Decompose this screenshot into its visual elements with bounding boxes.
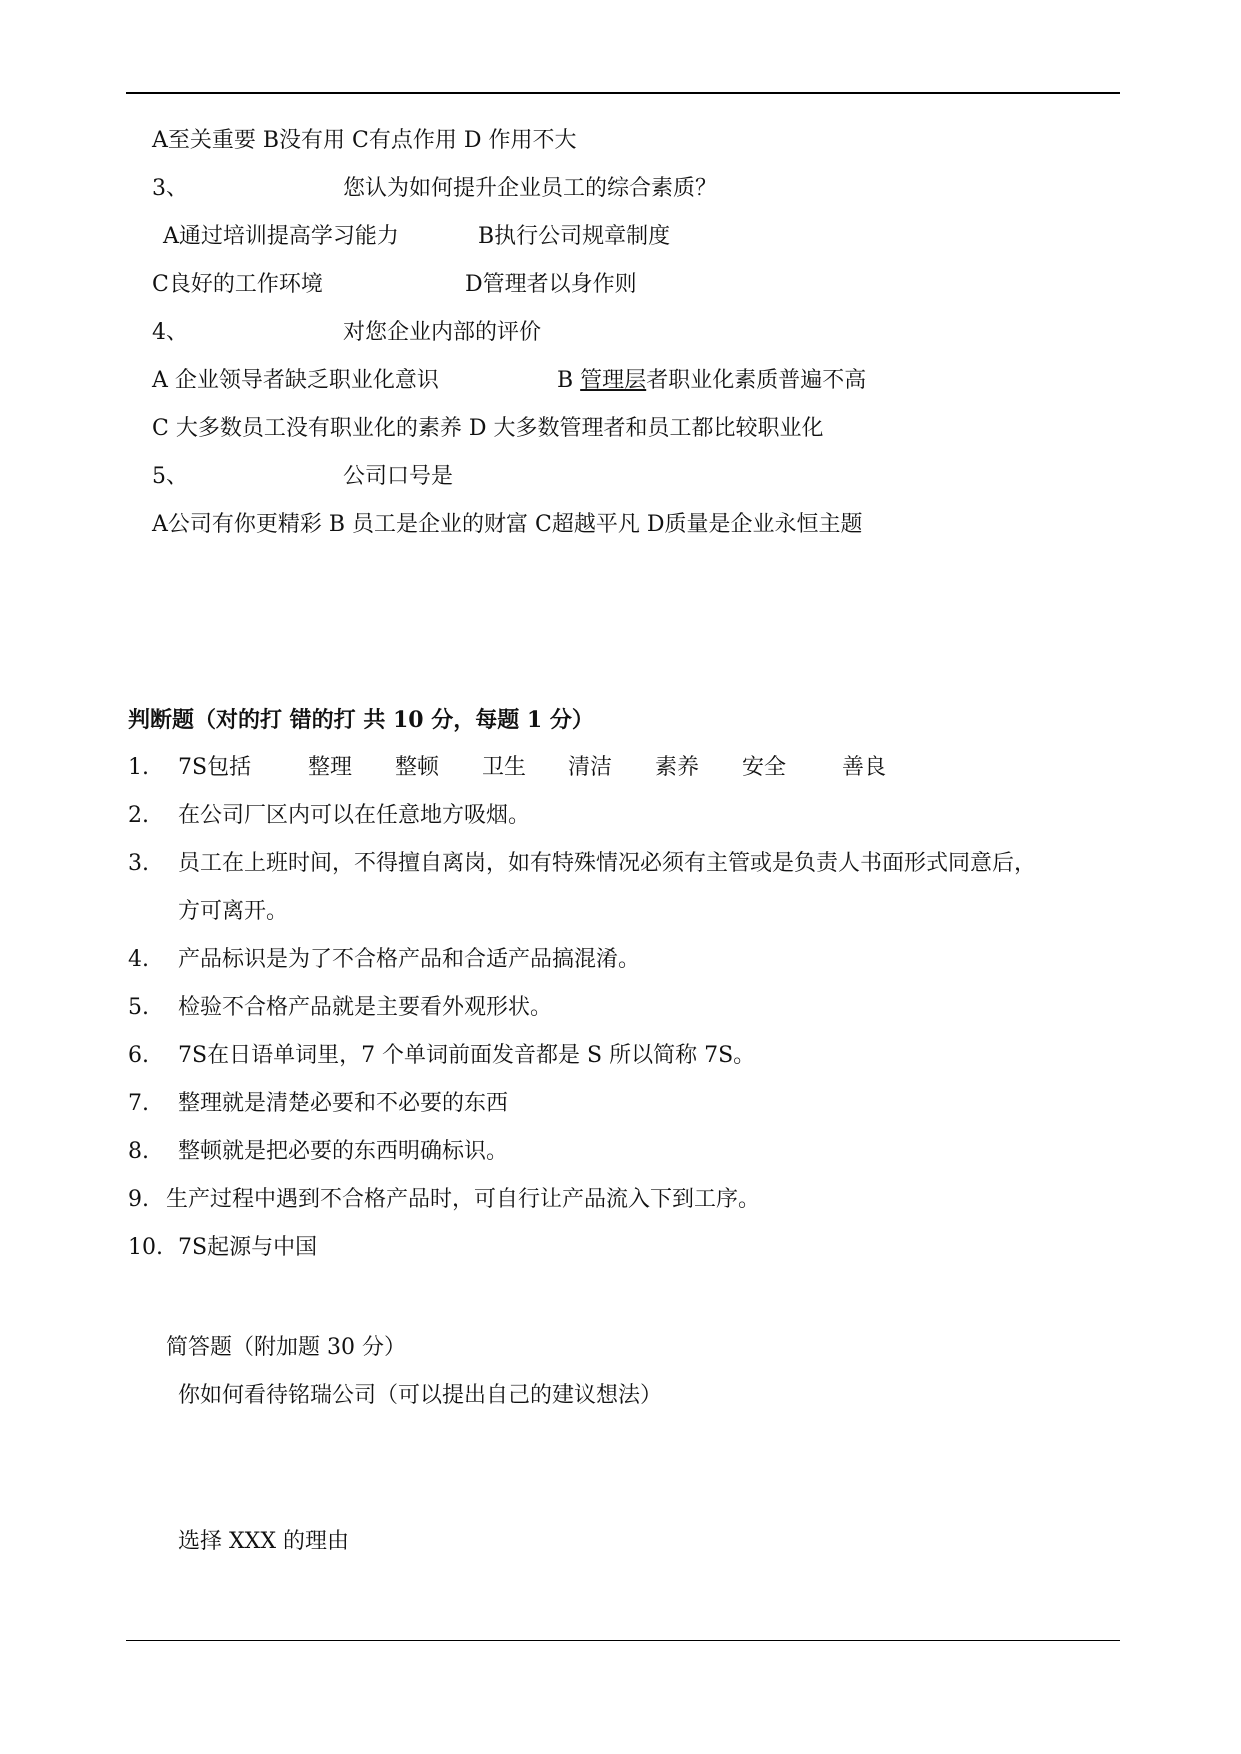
tf-item-number: 10. <box>128 1235 163 1260</box>
tf-item-10 <box>128 1233 317 1263</box>
tf-item-text: 7S在日语单词里，7 个单词前面发音都是 S 所以简称 7S。 <box>178 1043 756 1068</box>
tf-item-9 <box>128 1185 760 1215</box>
tf-item-text: 整理就是清楚必要和不必要的东西 <box>178 1091 509 1116</box>
question-3 <box>152 174 188 204</box>
tf-item-1-term-3: 卫生 <box>482 755 527 780</box>
tf-item-3 <box>128 849 1036 879</box>
question-5-text: 公司口号是 <box>343 464 454 489</box>
tf-item-1-term-6: 安全 <box>742 755 787 780</box>
tf-item-text: 在公司厂区内可以在任意地方吸烟。 <box>178 803 531 828</box>
essay-question-2: 选择 XXX 的理由 <box>178 1529 349 1554</box>
q4-options-cd: C 大多数员工没有职业化的素养 D 大多数管理者和员工都比较职业化 <box>152 416 824 441</box>
tf-item-text: 产品标识是为了不合格产品和合适产品搞混淆。 <box>178 947 641 972</box>
tf-item-4 <box>128 945 640 975</box>
tf-item-number: 5. <box>128 995 149 1020</box>
tf-item-number: 9. <box>128 1187 149 1212</box>
tf-item-1-term-7: 善良 <box>842 755 887 780</box>
q3-option-d: D管理者以身作则 <box>465 272 637 297</box>
tf-item-3-continued <box>128 897 288 927</box>
tf-item-1-term-4: 清洁 <box>568 755 613 780</box>
tf-item-7 <box>128 1089 508 1119</box>
question-3-number: 3、 <box>152 176 188 201</box>
tf-item-5 <box>128 993 552 1023</box>
tf-item-1-term-5: 素养 <box>655 755 700 780</box>
tf-item-number: 1. <box>128 755 149 780</box>
question-3-text: 您认为如何提升企业员工的综合素质？ <box>343 176 718 201</box>
tf-item-6 <box>128 1041 755 1071</box>
tf-item-8 <box>128 1137 508 1167</box>
tf-item-number: 7. <box>128 1091 149 1116</box>
q3-option-c: C良好的工作环境 <box>152 272 323 297</box>
tf-item-text: 生产过程中遇到不合格产品时，可自行让产品流入下到工序。 <box>166 1187 761 1212</box>
q4-option-b-prefix: B <box>557 368 581 393</box>
q4-option-a: A 企业领导者缺乏职业化意识 <box>152 368 439 393</box>
tf-item-text: 7S起源与中国 <box>178 1235 318 1260</box>
tf-item-number: 4. <box>128 947 149 972</box>
q4-option-b <box>557 366 866 396</box>
question-4-text: 对您企业内部的评价 <box>343 320 542 345</box>
header-rule <box>126 92 1120 94</box>
q5-options: A公司有你更精彩 B 员工是企业的财富 C超越平凡 D质量是企业永恒主题 <box>152 512 863 537</box>
tf-item-text: 员工在上班时间，不得擅自离岗，如有特殊情况必须有主管或是负责人书面形式同意后， <box>178 851 1037 876</box>
question-4-number: 4、 <box>152 320 188 345</box>
tf-item-1 <box>128 753 251 783</box>
footer-rule <box>126 1640 1120 1641</box>
tf-item-text: 整顿就是把必要的东西明确标识。 <box>178 1139 509 1164</box>
essay-heading: 简答题（附加题 30 分） <box>166 1335 406 1360</box>
essay-question-1: 你如何看待铭瑞公司（可以提出自己的建议想法） <box>178 1383 663 1408</box>
q4-option-b-underlined: 管理层 <box>580 368 647 393</box>
tf-item-2 <box>128 801 530 831</box>
q4-option-b-rest: 者职业化素质普遍不高 <box>646 368 867 393</box>
tf-item-number: 3. <box>128 851 149 876</box>
tf-item-text: 7S包括 <box>178 755 252 780</box>
true-false-heading: 判断题（对的打 错的打 共 10 分，每题 1 分） <box>128 707 594 733</box>
tf-item-text: 检验不合格产品就是主要看外观形状。 <box>178 995 553 1020</box>
tf-item-number: 2. <box>128 803 149 828</box>
tf-item-1-term-2: 整顿 <box>395 755 440 780</box>
q3-option-a: A通过培训提高学习能力 <box>163 224 399 249</box>
question-5-number: 5、 <box>152 464 188 489</box>
q2-options: A至关重要 B没有用 C有点作用 D 作用不大 <box>152 128 577 153</box>
tf-item-number: 8. <box>128 1139 149 1164</box>
q3-option-b: B执行公司规章制度 <box>478 224 671 249</box>
tf-item-text: 方可离开。 <box>178 899 289 924</box>
tf-item-1-term-1: 整理 <box>308 755 353 780</box>
tf-item-number: 6. <box>128 1043 149 1068</box>
